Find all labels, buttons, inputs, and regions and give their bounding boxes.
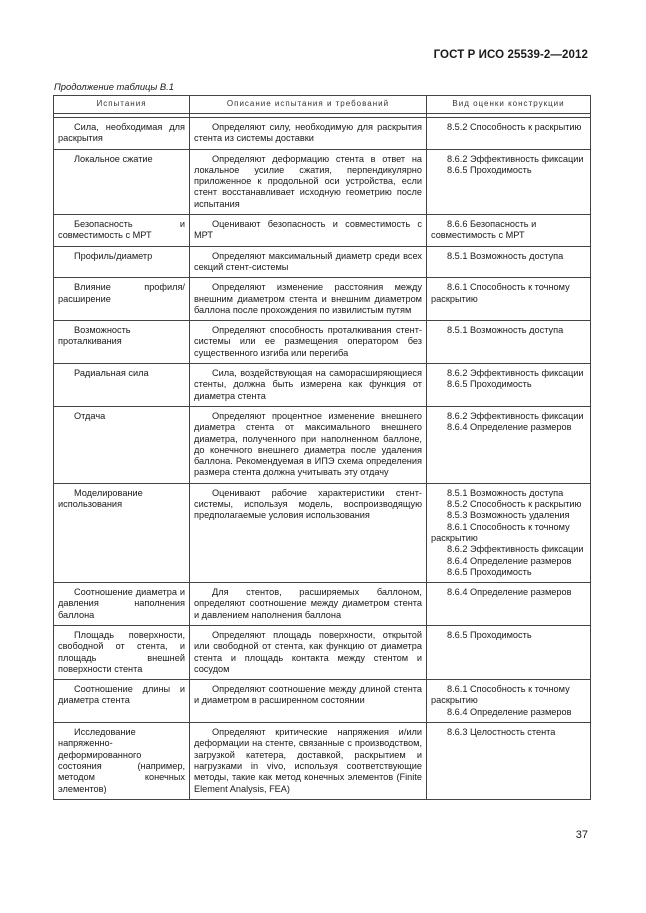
assessment-item: 8.6.4 Определение размеров bbox=[447, 587, 572, 598]
assessment-item: 8.5.1 Возможность доступа bbox=[447, 487, 564, 498]
test-name-cell: Соотношение диаметра и давления наполнения баллона bbox=[54, 583, 190, 626]
assessment-cell bbox=[427, 149, 591, 214]
assessment-item: 8.6.4 Определение размеров bbox=[447, 706, 572, 717]
test-name-cell: Безопасность и совместимость с МРТ bbox=[54, 215, 190, 247]
test-name-cell: Отдача bbox=[54, 406, 190, 483]
assessment-item: 8.6.3 Целостность стента bbox=[447, 727, 556, 738]
assessment-item: 8.6.2 Эффективность фиксации bbox=[447, 153, 584, 164]
assessment-item: 8.6.1 Способность к точному раскрытию bbox=[431, 684, 570, 706]
test-description-cell: Оценивают рабочие характеристики стент-системы, используя модель, воспроизводящую предполагаемые условия использования bbox=[190, 483, 427, 582]
assessment-item: 8.5.2 Способность к раскрытию bbox=[447, 499, 582, 510]
test-name-cell: Профиль/диаметр bbox=[54, 246, 190, 278]
test-name-cell: Соотношение длины и диаметра стента bbox=[54, 680, 190, 723]
column-header-description: Описание испытания и требований bbox=[190, 96, 427, 114]
assessment-cell bbox=[427, 321, 591, 364]
table-row bbox=[54, 118, 591, 150]
table-row bbox=[54, 246, 591, 278]
assessment-item: 8.6.5 Проходимость bbox=[447, 566, 532, 577]
assessment-cell bbox=[427, 215, 591, 247]
assessment-item: 8.6.4 Определение размеров bbox=[447, 422, 572, 433]
test-name-cell: Возможность проталкивания bbox=[54, 321, 190, 364]
column-header-tests: Испытания bbox=[54, 96, 190, 114]
test-name-cell: Влияние профиля/расширение bbox=[54, 278, 190, 321]
table-row bbox=[54, 321, 591, 364]
test-description-cell: Определяют площадь поверхности, открытой или свободной от стента, как функцию от диаметра стента и площадь контакта между стентом и сосудом bbox=[190, 625, 427, 679]
test-name-cell: Исследование напряженно-деформированного состояния (например, методом конечных элементов) bbox=[54, 723, 190, 800]
assessment-item: 8.6.2 Эффективность фиксации bbox=[447, 368, 584, 379]
tests-table bbox=[53, 95, 591, 800]
test-description-cell: Определяют способность проталкивания стент-системы или ее размещения оператором без существенного изгиба или перегиба bbox=[190, 321, 427, 364]
assessment-item: 8.6.1 Способность к точному раскрытию bbox=[431, 282, 570, 304]
assessment-cell bbox=[427, 406, 591, 483]
table-row bbox=[54, 364, 591, 407]
assessment-item: 8.6.5 Проходимость bbox=[447, 629, 532, 640]
assessment-item: 8.5.1 Возможность доступа bbox=[447, 250, 564, 261]
assessment-item: 8.6.2 Эффективность фиксации bbox=[447, 410, 584, 421]
table-row bbox=[54, 149, 591, 214]
assessment-cell bbox=[427, 364, 591, 407]
test-description-cell: Определяют процентное изменение внешнего диаметра стента от максимального внешнего диаметра, полученного при наполненном баллоне, до конечного внешнего диаметра после удаления баллона. Рекомендуемая в ИПЭ схема определения размера стента должна учитывать эту отдачу bbox=[190, 406, 427, 483]
test-description-cell: Сила, воздействующая на саморасширяющиеся стенты, должна быть измерена как функция от диаметра стента bbox=[190, 364, 427, 407]
test-description-cell: Определяют изменение расстояния между внешним диаметром стента и внешним диаметром баллона после прохождения по извилистым путям bbox=[190, 278, 427, 321]
assessment-item: 8.5.3 Возможность удаления bbox=[447, 510, 570, 521]
document-standard-header: ГОСТ Р ИСО 25539-2—2012 bbox=[433, 49, 588, 61]
assessment-cell bbox=[427, 583, 591, 626]
table-body bbox=[54, 118, 591, 800]
test-name-cell: Радиальная сила bbox=[54, 364, 190, 407]
table-row bbox=[54, 278, 591, 321]
test-description-cell: Определяют деформацию стента в ответ на локальное усилие сжатия, перпендикулярно приложенное к продольной оси устройства, если стент восстанавливает исходную геометрию после испытания bbox=[190, 149, 427, 214]
assessment-item: 8.5.2 Способность к раскрытию bbox=[447, 122, 582, 132]
assessment-cell bbox=[427, 483, 591, 582]
assessment-item: 8.6.2 Эффективность фиксации bbox=[447, 544, 584, 555]
test-description-cell: Определяют критические напряжения и/или деформации на стенте, связанные с производством, загрузкой катетера, доставкой, раскрытием и нагрузками in vivo, используя соответствующие методы, такие как метод конечных элементов (Finite Element Analysis, FEA) bbox=[190, 723, 427, 800]
table-row bbox=[54, 406, 591, 483]
test-description-cell: Определяют силу, необходимую для раскрытия стента из системы доставки bbox=[190, 118, 427, 150]
test-description-cell: Определяют соотношение между длиной стента и диаметром в расширенном состоянии bbox=[190, 680, 427, 723]
test-description-cell: Определяют максимальный диаметр среди всех секций стент-системы bbox=[190, 246, 427, 278]
assessment-cell bbox=[427, 246, 591, 278]
assessment-item: 8.6.4 Определение размеров bbox=[447, 555, 572, 566]
page-number: 37 bbox=[575, 829, 588, 841]
test-name-cell: Моделирование использования bbox=[54, 483, 190, 582]
column-header-assessment: Вид оценки конструкции bbox=[427, 96, 591, 114]
table-row bbox=[54, 583, 591, 626]
test-name-cell: Локальное сжатие bbox=[54, 149, 190, 214]
table-row bbox=[54, 483, 591, 582]
test-description-cell: Оценивают безопасность и совместимость с МРТ bbox=[190, 215, 427, 247]
table-header-row bbox=[54, 96, 591, 114]
table-row bbox=[54, 625, 591, 679]
test-name-cell: Сила, необходимая для раскрытия bbox=[54, 118, 190, 150]
table-continuation-caption: Продолжение таблицы В.1 bbox=[54, 81, 174, 92]
assessment-cell bbox=[427, 118, 591, 150]
assessment-item: 8.6.5 Проходимость bbox=[447, 379, 532, 390]
assessment-cell bbox=[427, 680, 591, 723]
table-row bbox=[54, 680, 591, 723]
assessment-item: 8.5.1 Возможность доступа bbox=[447, 325, 564, 336]
assessment-cell bbox=[427, 278, 591, 321]
assessment-cell bbox=[427, 723, 591, 800]
test-description-cell: Для стентов, расширяемых баллоном, определяют соотношение между диаметром стента и давлением наполнения баллона bbox=[190, 583, 427, 626]
assessment-item: 8.6.6 Безопасность и совместимость с МРТ bbox=[431, 219, 537, 241]
test-name-cell: Площадь поверхности, свободной от стента, и площадь внешней поверхности стента bbox=[54, 625, 190, 679]
assessment-item: 8.6.5 Проходимость bbox=[447, 164, 532, 175]
assessment-item: 8.6.1 Способность к точному раскрытию bbox=[431, 521, 570, 543]
table-row bbox=[54, 215, 591, 247]
assessment-cell bbox=[427, 625, 591, 679]
table-row bbox=[54, 723, 591, 800]
